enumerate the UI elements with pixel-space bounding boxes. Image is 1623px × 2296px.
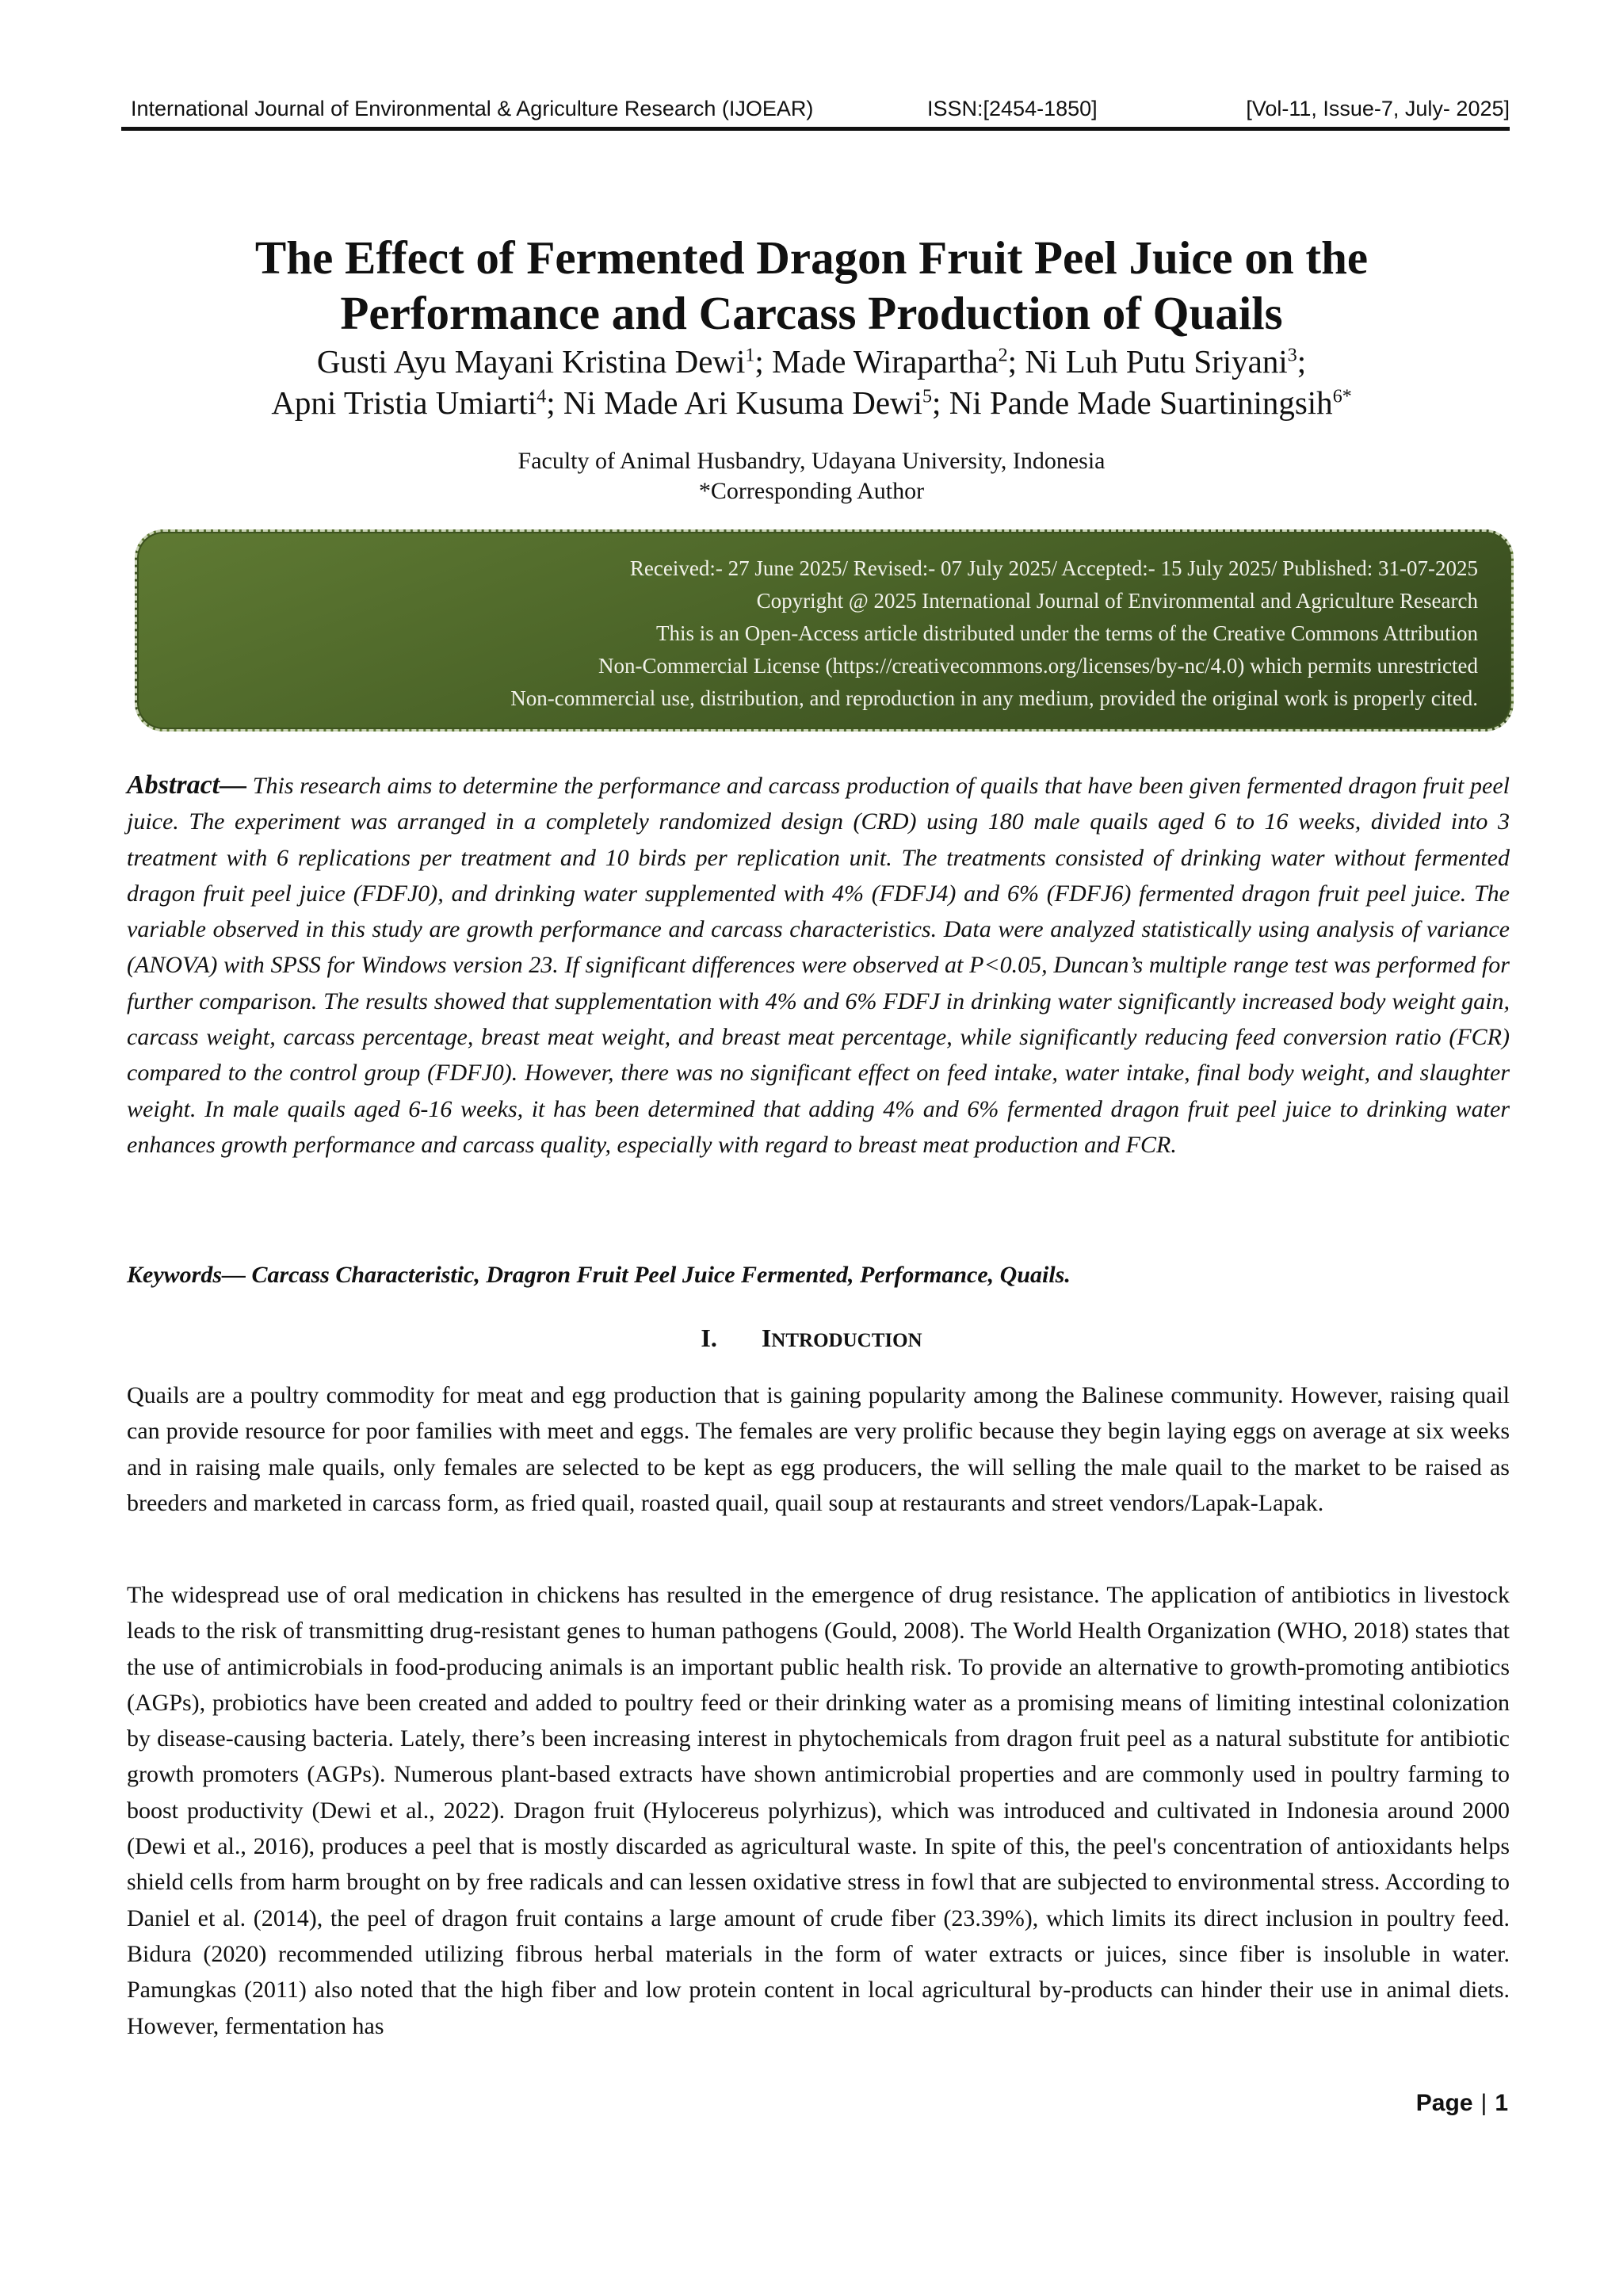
author-name: Ni Made Ari Kusuma Dewi [563,384,923,421]
author [317,343,772,380]
abstract-label: Abstract— [127,770,247,800]
affiliation: Faculty of Animal Husbandry, Udayana University, Indonesia [517,448,1106,474]
paper-title [119,230,1504,341]
author-separator: ; [546,384,563,421]
author [271,384,563,421]
author-affil-mark: 2 [998,345,1008,366]
corresponding-author-note: *Corresponding Author [698,478,925,504]
abstract [127,767,1510,1163]
page-footer [1416,2090,1508,2117]
author-affil-mark: 3 [1287,345,1297,366]
author-name: Apni Tristia Umiarti [271,384,537,421]
volume-issue: [Vol-11, Issue-7, July- 2025] [1246,97,1510,120]
title-line-2: Performance and Carcass Production of Quails [340,287,1283,339]
author-list [119,341,1504,423]
abstract-text: This research aims to determine the performance and carcass production of quails that have been given fermented dragon fruit peel juice. The experiment was arranged in a completely randomized design (CRD) using 180 male quails aged 6 to 16 weeks, divided into 3 treatment with 6 replications per treatment and 10 birds per replication unit. The treatments consisted of drinking water without fermented dragon fruit peel juice (FDFJ0), and drinking water supplemented with 4% (FDFJ4) and 6% (FDFJ6) fermented dragon fruit peel juice. The variable observed in this study are growth performance and carcass characteristics. Data were analyzed statistically using analysis of variance (ANOVA) with SPSS for Windows version 23. If significant differences were observed at P<0.05, Duncan’s multiple range test was performed for further comparison. The results showed that supplementation with 4% and 6% FDFJ in drinking water significantly increased body weight gain, carcass weight, carcass percentage, breast meat weight, and breast meat percentage, while significantly reducing feed conversion ratio (FCR) compared to the control group (FDFJ0). However, there was no significant effect on feed intake, water intake, final body weight, and slaughter weight. In male quails aged 6-16 weeks, it has been determined that adding 4% and 6% fermented dragon fruit peel juice to drinking water enhances growth performance and carcass quality, especially with regard to breast meat production and FCR. [127,773,1510,1158]
page-label: Page [1415,2090,1473,2116]
author-separator: ; [1296,343,1307,380]
author [949,384,1352,421]
body-paragraph: The widespread use of oral medication in chickens has resulted in the emergence of drug resistance. The application of antibiotics in livestock leads to the risk of transmitting drug-resistant genes to human pathogens (Gould, 2008). The World Health Organization (WHO, 2018) states that the use of antimicrobials in food-producing animals is an important public health risk. To provide an alternative to growth-promoting antibiotics (AGPs), probiotics have been created and added to poultry feed or their drinking water as a promising means of limiting intestinal colonization by disease-causing bacteria. Lately, there’s been increasing interest in phytochemicals from dragon fruit peel as a natural substitute for antibiotic growth promoters (AGPs). Numerous plant-based extracts have shown antimicrobial properties and are commonly used in poultry farming to boost productivity (Dewi et al., 2022). Dragon fruit (Hylocereus polyrhizus), which was introduced and cultivated in Indonesia around 2000 (Dewi et al., 2016), produces a peel that is mostly discarded as agricultural waste. In spite of this, the peel's concentration of antioxidants helps shield cells from harm brought on by free radicals and can lessen oxidative stress in fowl that are subjected to environmental stress. According to Daniel et al. (2014), the peel of dragon fruit contains a large amount of crude fiber (23.39%), which limits its direct inclusion in poultry feed. Bidura (2020) recommended utilizing fibrous herbal materials in the form of water extracts or juices, since fiber is insoluble in water. Pamungkas (2011) also noted that the high fiber and low protein content in local agricultural by-products can hinder their use in animal diets. However, fermentation has [127,1582,1510,2039]
license-line-1: This is an Open-Access article distributed under the terms of the Creative Commons Attribution [655,621,1478,645]
author-affil-mark: 4 [537,386,547,407]
license-line-2: Non-Commercial License (https://creativecommons.org/licenses/by-nc/4.0) which permits unrestricted [598,654,1478,678]
affiliation-block [119,446,1504,506]
running-header [131,94,1510,128]
author-separator: ; [1007,343,1025,380]
author-name: Made Wirapartha [772,343,999,380]
author-affil-mark: 1 [745,345,755,366]
author-name: Ni Luh Putu Sriyani [1025,343,1288,380]
publication-info-text [510,552,1478,715]
section-title-rest: NTRODUCTION [771,1330,922,1351]
section-number: I. [701,1324,717,1352]
author-affil-mark: 6* [1332,386,1352,407]
keywords: Keywords— Carcass Characteristic, Dragron Fruit Peel Juice Fermented, Performance, Quails. [127,1262,1071,1288]
journal-name: International Journal of Environmental & Agriculture Research (IJOEAR) [131,97,814,120]
section-heading-introduction [119,1324,1504,1353]
author-separator: ; [754,343,773,380]
author [772,343,1025,380]
header-rule [121,127,1510,131]
body-paragraph: Quails are a poultry commodity for meat and egg production that is gaining popularity among the Balinese community. However, raising quail can provide resource for poor families with meet and eggs. The females are very prolific because they begin laying eggs on average at six weeks and in raising male quails, only females are selected to be kept as egg producers, the will selling the male quail to the market to be raised as breeders and marketed in carcass form, as fried quail, roasted quail, quail soup at restaurants and street vendors/Lapak-Lapak. [127,1382,1510,1516]
author [1025,343,1306,380]
license-line-3: Non-commercial use, distribution, and reproduction in any medium, provided the original work is properly cited. [510,686,1478,710]
section-title-initial: I [761,1324,772,1352]
page-separator: | [1480,2090,1487,2116]
title-line-1: The Effect of Fermented Dragon Fruit Peel Juice on the [254,231,1369,284]
page-number: 1 [1495,2090,1508,2116]
author-name: Ni Pande Made Suartiningsih [949,384,1333,421]
author-affil-mark: 5 [922,386,933,407]
copyright-line: Copyright @ 2025 International Journal of Environmental and Agriculture Research [756,589,1478,613]
author [563,384,949,421]
publication-dates: Received:- 27 June 2025/ Revised:- 07 July 2025/ Accepted:- 15 July 2025/ Published: 31-07-2025 [629,556,1478,580]
author-separator: ; [932,384,949,421]
issn: ISSN:[2454-1850] [927,97,1098,120]
publication-info-box [135,529,1514,732]
author-name: Gusti Ayu Mayani Kristina Dewi [316,343,746,380]
